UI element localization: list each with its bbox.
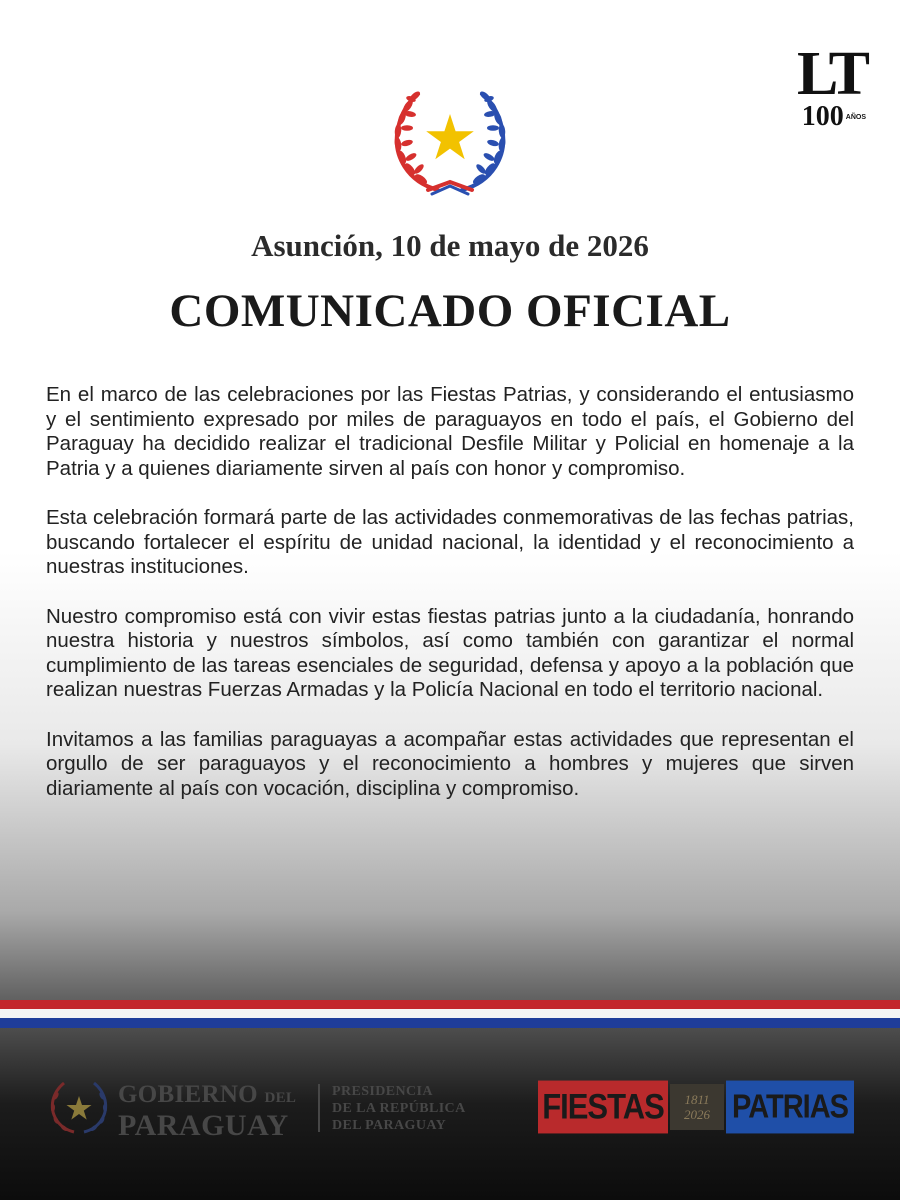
paragraph: En el marco de las celebraciones por las Fiestas Patrias, y considerando el entusiasmo y el sentimiento expresado por miles de paraguayos en todo el país, el Gobierno del Paraguay ha decidido realizar el tradicional Desfile Militar y Policial en homenaje a la Patria y a quienes diariamente sirven al país con honor y compromiso. bbox=[46, 383, 854, 480]
year-end: 2026 bbox=[684, 1107, 710, 1122]
presidencia-wordmark bbox=[332, 1083, 466, 1134]
lt-number: 100 bbox=[801, 101, 844, 132]
presidencia-line: DEL PARAGUAY bbox=[332, 1118, 447, 1133]
presidencia-line: PRESIDENCIA bbox=[332, 1084, 433, 1099]
fiestas-label: FIESTAS bbox=[538, 1081, 668, 1134]
presidencia-line: DE LA REPÚBLICA bbox=[332, 1101, 466, 1116]
document-title: COMUNICADO OFICIAL bbox=[169, 285, 731, 337]
flag-stripe-red bbox=[0, 1000, 900, 1009]
lt-anos: AÑOS bbox=[845, 113, 866, 121]
paragraph: Esta celebración formará parte de las actividades conmemorativas de las fechas patrias, buscando fortalecer el espíritu de unidad nacional, la identidad y el reconocimiento a nuestras instituciones. bbox=[46, 506, 854, 578]
footer-divider bbox=[318, 1084, 320, 1132]
gobierno-del-paraguay-wordmark bbox=[118, 1082, 308, 1141]
gobierno-word: GOBIERNO bbox=[118, 1081, 258, 1108]
year-start: 1811 bbox=[684, 1092, 710, 1107]
gobierno-del: DEL bbox=[264, 1090, 297, 1106]
flag-stripe-blue bbox=[0, 1018, 900, 1028]
patrias-label: PATRIAS bbox=[726, 1081, 854, 1134]
star-icon bbox=[426, 114, 474, 159]
fiestas-years bbox=[670, 1084, 724, 1130]
lt-100-anos-logo bbox=[780, 40, 866, 132]
gobierno-line1 bbox=[118, 1082, 308, 1111]
lt-letters: LT bbox=[796, 40, 866, 108]
paragraph: Invitamos a las familias paraguayas a acompañar estas actividades que representan el orgullo de ser paraguayos y el reconocimiento a hombres y mujeres que sirven diariamente al país con vocación, disciplina y compromiso. bbox=[46, 727, 854, 800]
flag-stripe-white bbox=[0, 1009, 900, 1018]
paragraph: Nuestro compromiso está con vivir estas fiestas patrias junto a la ciudadanía, honrando nuestra historia y nuestros símbolos, así como también con garantizar el normal cumplimiento de las tareas esenciales de seguridad, defensa y apoyo a la población que realizan nuestras Fuerzas Armadas y la Policía Nacional en todo el territorio nacional. bbox=[46, 604, 854, 701]
paraguay-emblem-icon bbox=[388, 86, 512, 198]
gobierno-emblem-icon bbox=[48, 1080, 110, 1136]
document-body bbox=[46, 383, 854, 826]
document-date: Asunción, 10 de mayo de 2026 bbox=[251, 228, 649, 263]
gobierno-line2: PARAGUAY bbox=[118, 1109, 289, 1142]
